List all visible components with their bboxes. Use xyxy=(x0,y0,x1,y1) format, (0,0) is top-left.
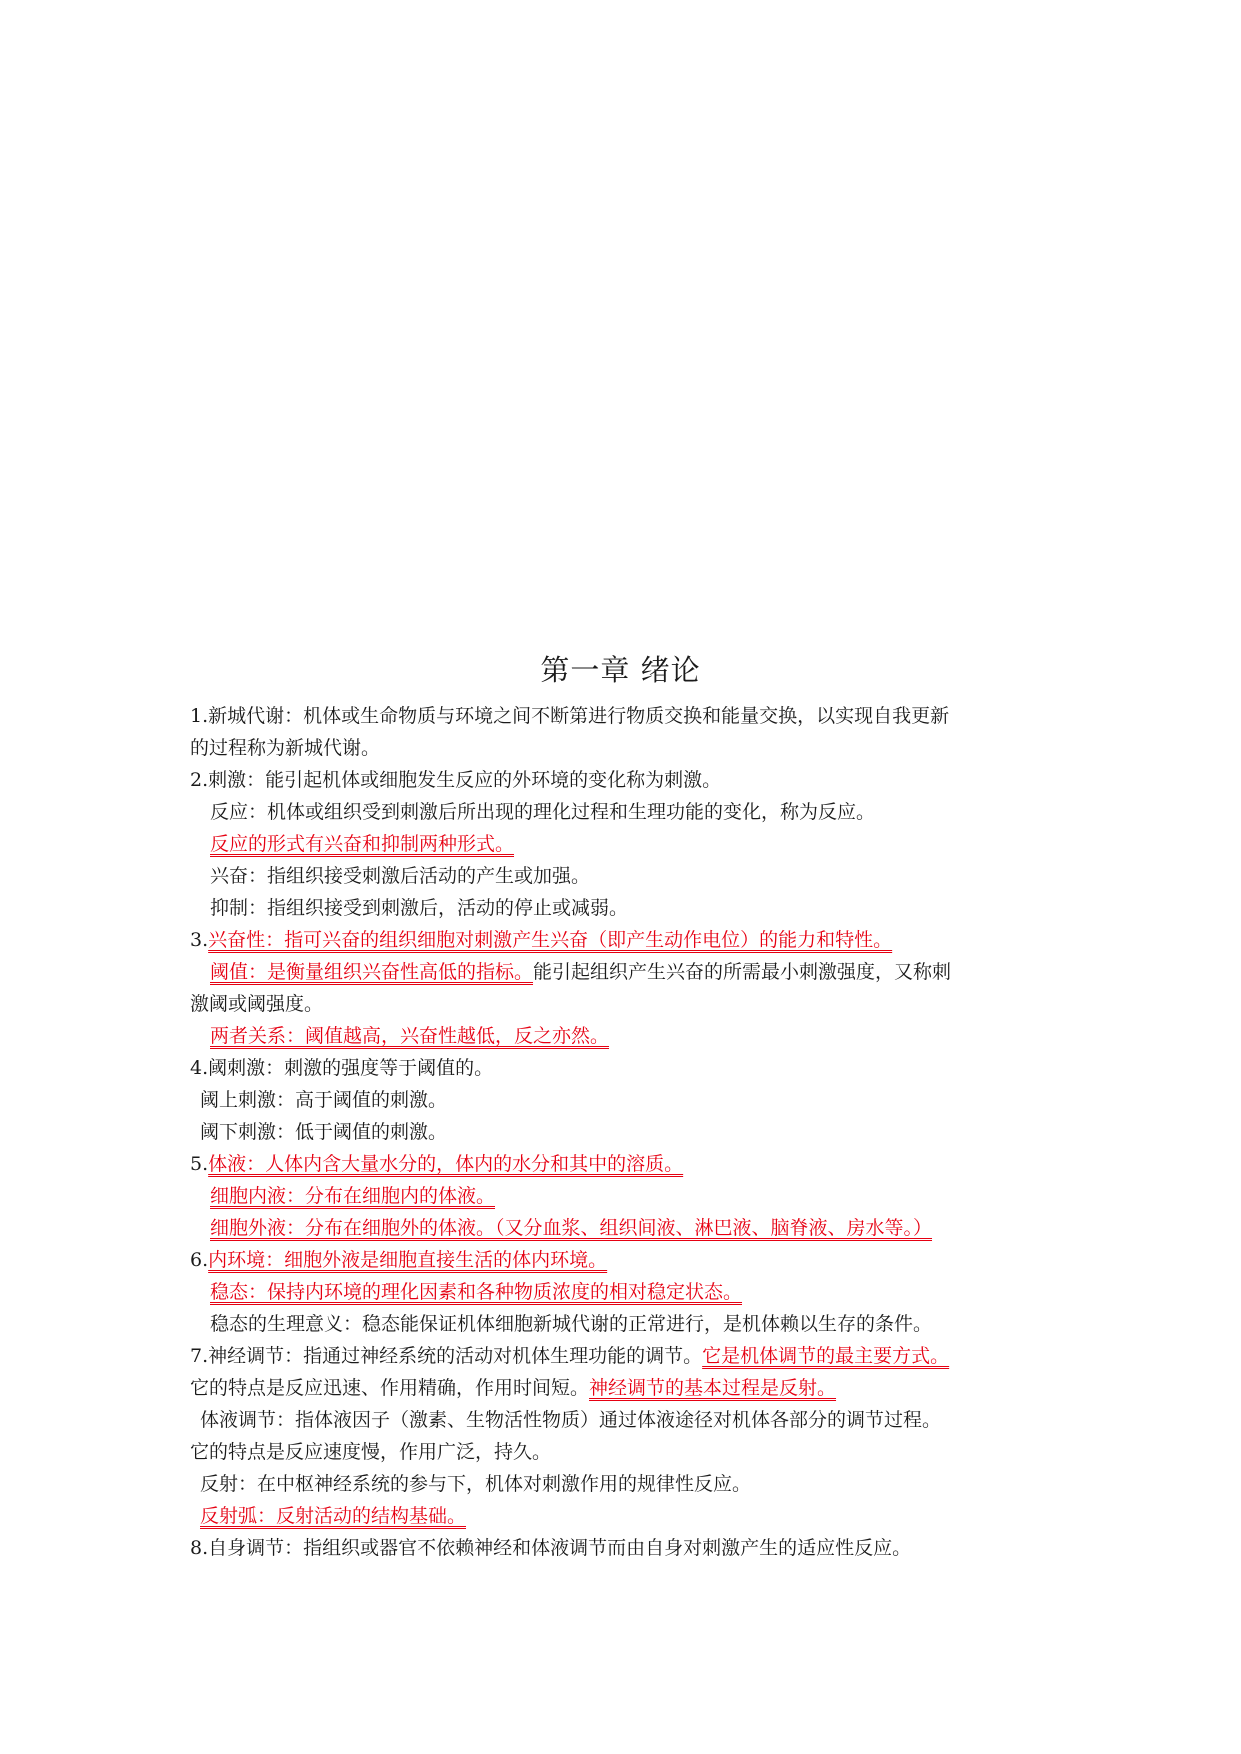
red-underlined-text: 细胞内液：分布在细胞内的体液。 xyxy=(210,1185,496,1207)
red-underlined-text: 细胞外液：分布在细胞外的体液。（又分血浆、组织间液、淋巴液、脑脊液、房水等。） xyxy=(210,1217,933,1239)
paragraph-line: 2.刺激：能引起机体或细胞发生反应的外环境的变化称为刺激。 xyxy=(190,769,722,791)
paragraph-line: 它的特点是反应速度慢，作用广泛，持久。 xyxy=(190,1441,552,1463)
red-underlined-text: 它是机体调节的最主要方式。 xyxy=(702,1345,950,1367)
highlight-line xyxy=(190,1244,1070,1276)
red-underlined-text: 反射弧：反射活动的结构基础。 xyxy=(200,1505,467,1527)
paragraph-line: 激阈或阈强度。 xyxy=(190,993,324,1015)
red-underlined-text: 阈值：是衡量组织兴奋性高低的指标。 xyxy=(210,961,534,983)
item-number: 6. xyxy=(190,1249,209,1271)
highlight-line xyxy=(190,924,1070,956)
highlight-line xyxy=(190,1148,1070,1180)
highlight-line xyxy=(190,1372,1070,1404)
highlight-line xyxy=(190,1276,1070,1308)
paragraph-line: 体液调节：指体液因子（激素、生物活性物质）通过体液途径对机体各部分的调节过程。 xyxy=(200,1409,942,1431)
highlight-line xyxy=(190,1340,1070,1372)
paragraph-line: 的过程称为新城代谢。 xyxy=(190,737,381,759)
paragraph-line: 4.阈刺激：刺激的强度等于阈值的。 xyxy=(190,1057,494,1079)
red-underlined-text: 稳态：保持内环境的理化因素和各种物质浓度的相对稳定状态。 xyxy=(210,1281,743,1303)
item-number: 5. xyxy=(190,1153,209,1175)
paragraph-text: 7.神经调节：指通过神经系统的活动对机体生理功能的调节。 xyxy=(190,1345,703,1367)
paragraph-line: 1.新城代谢：机体或生命物质与环境之间不断第进行物质交换和能量交换，以实现自我更新 xyxy=(190,705,950,727)
highlight-line xyxy=(190,1212,1070,1244)
red-underlined-text: 神经调节的基本过程是反射。 xyxy=(589,1377,837,1399)
paragraph-line: 稳态的生理意义：稳态能保证机体细胞新城代谢的正常进行，是机体赖以生存的条件。 xyxy=(210,1313,933,1335)
paragraph-line: 反射：在中枢神经系统的参与下，机体对刺激作用的规律性反应。 xyxy=(200,1473,752,1495)
red-underlined-text: 内环境：细胞外液是细胞直接生活的体内环境。 xyxy=(208,1249,608,1271)
paragraph-line: 阈下刺激：低于阈值的刺激。 xyxy=(200,1121,448,1143)
paragraph-line: 反应：机体或组织受到刺激后所出现的理化过程和生理功能的变化，称为反应。 xyxy=(210,801,876,823)
paragraph-text: 能引起组织产生兴奋的所需最小刺激强度，又称刺 xyxy=(533,961,952,983)
paragraph-line: 抑制：指组织接受到刺激后，活动的停止或减弱。 xyxy=(210,897,629,919)
red-underlined-text: 体液：人体内含大量水分的，体内的水分和其中的溶质。 xyxy=(208,1153,684,1175)
red-underlined-text: 兴奋性：指可兴奋的组织细胞对刺激产生兴奋（即产生动作电位）的能力和特性。 xyxy=(208,929,893,951)
paragraph-line: 阈上刺激：高于阈值的刺激。 xyxy=(200,1089,448,1111)
red-underlined-text: 两者关系：阈值越高，兴奋性越低，反之亦然。 xyxy=(210,1025,610,1047)
paragraph-line: 兴奋：指组织接受刺激后活动的产生或加强。 xyxy=(210,865,591,887)
chapter-title: 第一章 绪论 xyxy=(540,653,701,687)
paragraph-line: 8.自身调节：指组织或器官不依赖神经和体液调节而由自身对刺激产生的适应性反应。 xyxy=(190,1537,912,1559)
red-underlined-text: 反应的形式有兴奋和抑制两种形式。 xyxy=(210,833,515,855)
document-body xyxy=(190,700,1070,1564)
highlight-line xyxy=(190,956,1070,988)
item-number: 3. xyxy=(190,929,209,951)
highlight-line xyxy=(190,828,1070,860)
highlight-line xyxy=(190,1020,1070,1052)
paragraph-text: 它的特点是反应迅速、作用精确，作用时间短。 xyxy=(190,1377,590,1399)
highlight-line xyxy=(190,1180,1070,1212)
highlight-line xyxy=(190,1500,1070,1532)
